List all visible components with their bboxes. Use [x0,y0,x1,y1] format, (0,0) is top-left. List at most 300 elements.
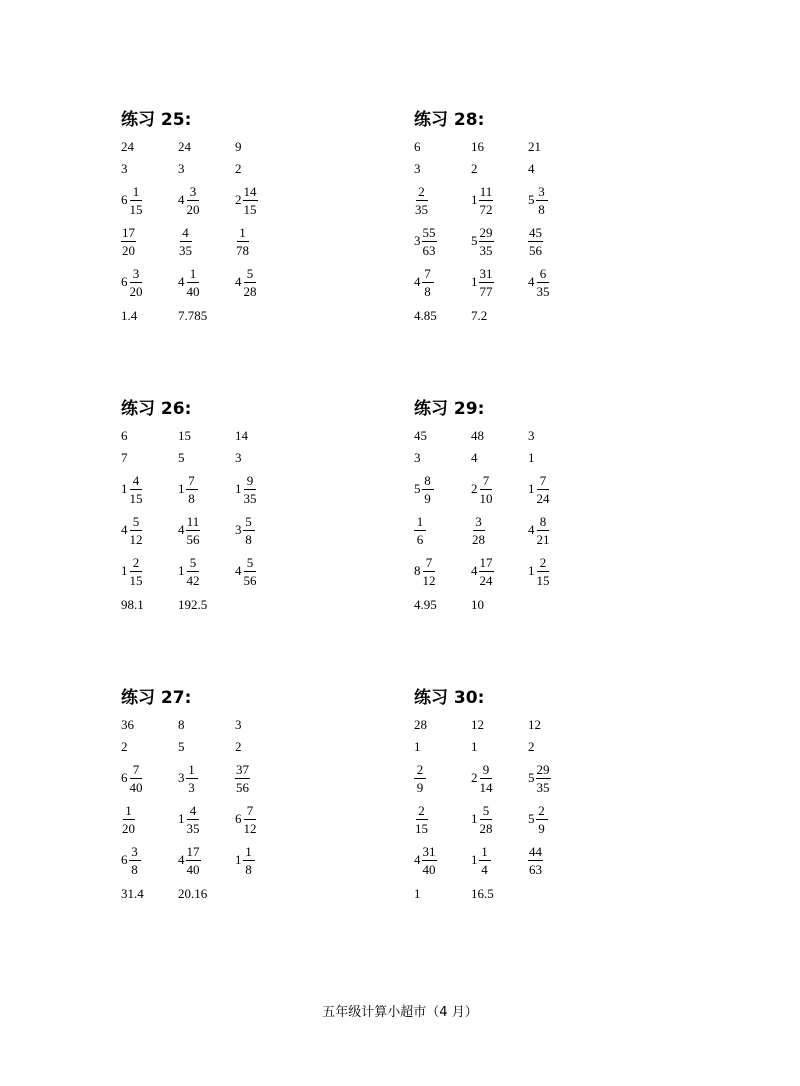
fraction [243,804,258,835]
whole-part: 3 [235,522,242,537]
answer-cell [178,263,201,301]
answer-cell [178,158,185,180]
answer-row [414,447,714,469]
answer-cell [528,181,548,219]
numerator: 1 [479,845,491,861]
whole-part: 6 [235,811,242,826]
fraction [129,515,144,546]
fraction-answer [235,556,258,587]
answer-cell [121,800,136,838]
answer-value: 2 [235,739,242,754]
answer-value: 2 [528,739,535,754]
whole-part: 5 [471,233,478,248]
answer-cell [178,470,198,508]
numerator: 3 [536,185,548,201]
answer-cell [471,136,484,158]
whole-part: 1 [121,481,128,496]
answer-row [121,305,421,327]
fraction-answer [121,185,144,216]
fraction [243,185,258,216]
fraction [414,185,429,216]
answer-cell [235,552,258,590]
answer-row [414,714,714,736]
denominator: 24 [479,572,493,588]
answer-cell [414,736,421,758]
answer-cell [471,552,494,590]
denominator: 40 [186,861,200,877]
denominator: 14 [479,779,493,795]
fraction-answer [528,474,551,505]
numerator: 1 [186,763,198,779]
numerator: 29 [536,761,550,777]
answer-cell [235,136,242,158]
denominator: 9 [538,820,545,836]
section-title: 练习 26: [121,399,192,419]
denominator: 56 [529,242,542,258]
denominator: 20 [122,820,135,836]
denominator: 78 [236,242,249,258]
fraction-answer [178,763,198,794]
denominator: 28 [472,531,485,547]
answer-row [414,594,714,616]
answer-cell [178,594,207,616]
fraction-answer [414,267,434,298]
answer-value: 3 [414,450,421,465]
answer-row [121,552,421,590]
whole-part: 8 [414,563,421,578]
fraction-answer [178,474,198,505]
answer-value: 5 [178,450,185,465]
whole-part: 1 [121,563,128,578]
numerator: 3 [187,185,199,201]
answer-cell [471,470,494,508]
denominator: 8 [245,861,252,877]
fraction-answer [528,845,543,876]
answer-cell [414,305,437,327]
answer-row [121,883,421,905]
answer-cell [235,841,255,879]
denominator: 8 [188,490,195,506]
denominator: 9 [424,490,431,506]
section-title: 练习 25: [121,110,192,130]
denominator: 35 [186,820,200,836]
numerator: 2 [537,556,549,572]
denominator: 28 [479,820,493,836]
fraction-answer [471,763,494,794]
whole-part: 1 [235,852,242,867]
answer-row [121,594,421,616]
fraction-answer [178,845,201,876]
denominator: 35 [179,242,192,258]
answer-cell [471,158,478,180]
fraction [129,267,144,298]
answer-cell [528,158,535,180]
fraction [479,556,494,587]
answer-cell [528,222,543,260]
fraction-answer [528,267,551,298]
denominator: 12 [243,820,257,836]
numerator: 2 [414,763,426,779]
answer-cell [528,447,535,469]
fraction [536,763,551,794]
denominator: 35 [243,490,257,506]
denominator: 8 [538,201,545,217]
answer-cell [178,425,191,447]
answer-cell [528,263,551,301]
answer-cell [471,736,478,758]
fraction [121,226,136,257]
answer-cell [414,470,434,508]
numerator: 3 [473,515,485,531]
whole-part: 6 [121,852,128,867]
fraction-answer [235,804,258,835]
answer-cell [528,800,548,838]
answer-cell [528,841,543,879]
fraction [129,185,144,216]
fraction-answer [178,804,201,835]
answer-cell [178,511,201,549]
answer-cell [235,158,242,180]
fraction-answer [121,267,144,298]
answer-cell [121,759,144,797]
answer-cell [121,841,141,879]
fraction-answer [471,474,494,505]
answer-value: 4 [471,450,478,465]
answer-cell [471,714,484,736]
numerator: 1 [237,226,249,242]
numerator: 2 [130,556,142,572]
answer-cell [121,470,144,508]
fraction [479,474,494,505]
numerator: 17 [479,554,493,570]
answer-cell [121,511,144,549]
fraction [536,556,551,587]
answer-row [414,759,714,797]
numerator: 1 [414,515,426,531]
fraction-answer [121,226,136,257]
answer-value: 28 [414,717,427,732]
answer-value: 36 [121,717,134,732]
answer-row [121,800,421,838]
answer-value: 3 [121,161,128,176]
answer-cell [178,714,185,736]
denominator: 35 [479,242,493,258]
denominator: 15 [415,820,428,836]
denominator: 77 [479,283,493,299]
answer-cell [121,158,128,180]
answer-value: 8 [178,717,185,732]
denominator: 35 [536,779,550,795]
fraction-answer [121,845,141,876]
fraction [121,804,136,835]
answer-value: 24 [178,139,191,154]
whole-part: 4 [178,852,185,867]
fraction-answer [178,556,201,587]
denominator: 15 [536,572,550,588]
fraction-answer [528,185,548,216]
answer-cell [235,181,258,219]
answer-cell [471,263,494,301]
answer-cell [471,511,486,549]
numerator: 2 [416,804,428,820]
numerator: 8 [537,515,549,531]
fraction-answer [528,763,551,794]
numerator: 5 [480,804,492,820]
answer-cell [414,594,437,616]
denominator: 35 [415,201,428,217]
denominator: 21 [536,531,550,547]
answer-cell [414,181,429,219]
answer-row [414,470,714,508]
answer-row [121,714,421,736]
fraction [178,226,193,257]
fraction-answer [528,226,543,257]
answer-cell [121,883,144,905]
answer-value: 2 [471,161,478,176]
numerator: 7 [244,804,256,820]
fraction-answer [528,556,551,587]
denominator: 9 [416,779,424,795]
whole-part: 1 [178,563,185,578]
answer-row [121,841,421,879]
fraction [479,763,494,794]
whole-part: 4 [121,522,128,537]
answer-cell [178,759,198,797]
denominator: 8 [424,283,431,299]
fraction-answer [471,267,494,298]
whole-part: 4 [528,274,535,289]
numerator: 44 [529,843,542,859]
whole-part: 4 [528,522,535,537]
whole-part: 2 [235,192,242,207]
whole-part: 1 [235,481,242,496]
fraction [243,267,258,298]
answer-cell [528,552,551,590]
numerator: 1 [187,267,199,283]
fraction [536,474,551,505]
fraction-answer [471,226,494,257]
numerator: 11 [479,183,493,199]
section-title: 练习 30: [414,688,485,708]
numerator: 31 [479,265,493,281]
whole-part: 1 [471,192,478,207]
fraction [129,556,144,587]
answer-cell [414,800,429,838]
fraction [186,267,201,298]
answer-cell [235,511,255,549]
numerator: 29 [479,224,493,240]
denominator: 8 [131,861,138,877]
answer-cell [235,222,250,260]
fraction-answer [235,515,255,546]
numerator: 14 [243,183,257,199]
answer-cell [471,425,484,447]
answer-cell [414,158,421,180]
fraction [536,804,548,835]
fraction [129,845,141,876]
denominator: 20 [129,283,143,299]
answer-cell [178,305,207,327]
fraction [186,804,201,835]
numerator: 5 [130,515,142,531]
answer-cell [528,736,535,758]
numerator: 11 [186,513,200,529]
answer-row [121,759,421,797]
answer-row [121,222,421,260]
fraction-answer [471,845,491,876]
answer-cell [471,841,491,879]
answer-cell [414,552,437,590]
answer-value: 6 [414,139,421,154]
fraction-answer [471,515,486,546]
fraction [186,474,198,505]
numerator: 9 [480,763,492,779]
fraction [422,845,437,876]
answer-cell [471,800,494,838]
answer-cell [121,136,134,158]
answer-cell [178,841,201,879]
fraction [186,515,201,546]
fraction-answer [414,556,437,587]
fraction-answer [471,804,494,835]
answer-cell [528,714,541,736]
answer-value: 16 [471,139,484,154]
answer-cell [178,883,207,905]
numerator: 7 [480,474,492,490]
answer-cell [414,447,421,469]
answer-cell [414,714,427,736]
numerator: 17 [122,224,135,240]
fraction [243,845,255,876]
numerator: 7 [537,474,549,490]
whole-part: 2 [471,770,478,785]
numerator: 1 [123,804,135,820]
denominator: 63 [422,242,436,258]
fraction-answer [235,185,258,216]
answer-value: 12 [528,717,541,732]
fraction [536,185,548,216]
denominator: 24 [536,490,550,506]
fraction-answer [178,267,201,298]
answer-row [414,222,714,260]
denominator: 35 [536,283,550,299]
denominator: 40 [186,283,200,299]
numerator: 7 [186,474,198,490]
answer-cell [471,883,494,905]
answer-cell [235,425,248,447]
whole-part: 1 [471,274,478,289]
numerator: 7 [423,556,435,572]
numerator: 1 [130,185,142,201]
whole-part: 6 [121,274,128,289]
section-title: 练习 27: [121,688,192,708]
answer-cell [471,181,494,219]
denominator: 56 [236,779,249,795]
answer-cell [178,136,191,158]
fraction [422,267,434,298]
answer-value: 5 [178,739,185,754]
answer-row [121,158,421,180]
answer-cell [178,181,201,219]
fraction [528,845,543,876]
fraction [186,556,201,587]
numerator: 17 [186,843,200,859]
answer-value: 20.16 [178,886,208,901]
denominator: 8 [245,531,252,547]
fraction [528,226,543,257]
denominator: 10 [479,490,493,506]
answer-value: 31.4 [121,886,144,901]
fraction-answer [121,474,144,505]
answer-value: 45 [414,428,427,443]
answer-cell [471,759,494,797]
answer-row [121,447,421,469]
whole-part: 1 [528,563,535,578]
numerator: 45 [529,224,542,240]
fraction [479,845,491,876]
whole-part: 3 [178,770,185,785]
answer-row [121,511,421,549]
whole-part: 5 [528,770,535,785]
fraction-answer [178,226,193,257]
denominator: 15 [129,201,143,217]
fraction [129,763,144,794]
answer-row [414,263,714,301]
whole-part: 1 [528,481,535,496]
denominator: 4 [481,861,488,877]
numerator: 7 [130,763,142,779]
answer-row [414,552,714,590]
fraction [414,804,429,835]
denominator: 12 [422,572,436,588]
answer-cell [235,736,242,758]
answer-value: 10 [471,597,484,612]
numerator: 31 [422,843,436,859]
denominator: 63 [529,861,542,877]
numerator: 55 [422,224,436,240]
answer-value: 15 [178,428,191,443]
whole-part: 4 [235,274,242,289]
denominator: 40 [129,779,143,795]
answer-value: 98.1 [121,597,144,612]
answer-cell [235,714,242,736]
fraction [471,515,486,546]
answer-cell [414,759,426,797]
answer-value: 1.4 [121,308,138,323]
whole-part: 5 [528,192,535,207]
answer-value: 7.785 [178,308,208,323]
fraction-answer [471,185,494,216]
answer-value: 12 [471,717,484,732]
numerator: 5 [244,556,256,572]
answer-cell [121,447,128,469]
answer-value: 4 [528,161,535,176]
page-footer: 五年级计算小超市（4 月） [322,1005,478,1020]
fraction [243,474,258,505]
denominator: 72 [479,201,493,217]
numerator: 2 [536,804,548,820]
answer-cell [121,305,137,327]
fraction-answer [414,804,429,835]
answer-cell [235,447,242,469]
answer-row [121,425,421,447]
answer-cell [235,470,258,508]
answer-cell [121,263,144,301]
numerator: 7 [422,267,434,283]
answer-cell [178,736,185,758]
fraction [243,515,255,546]
numerator: 3 [129,845,141,861]
